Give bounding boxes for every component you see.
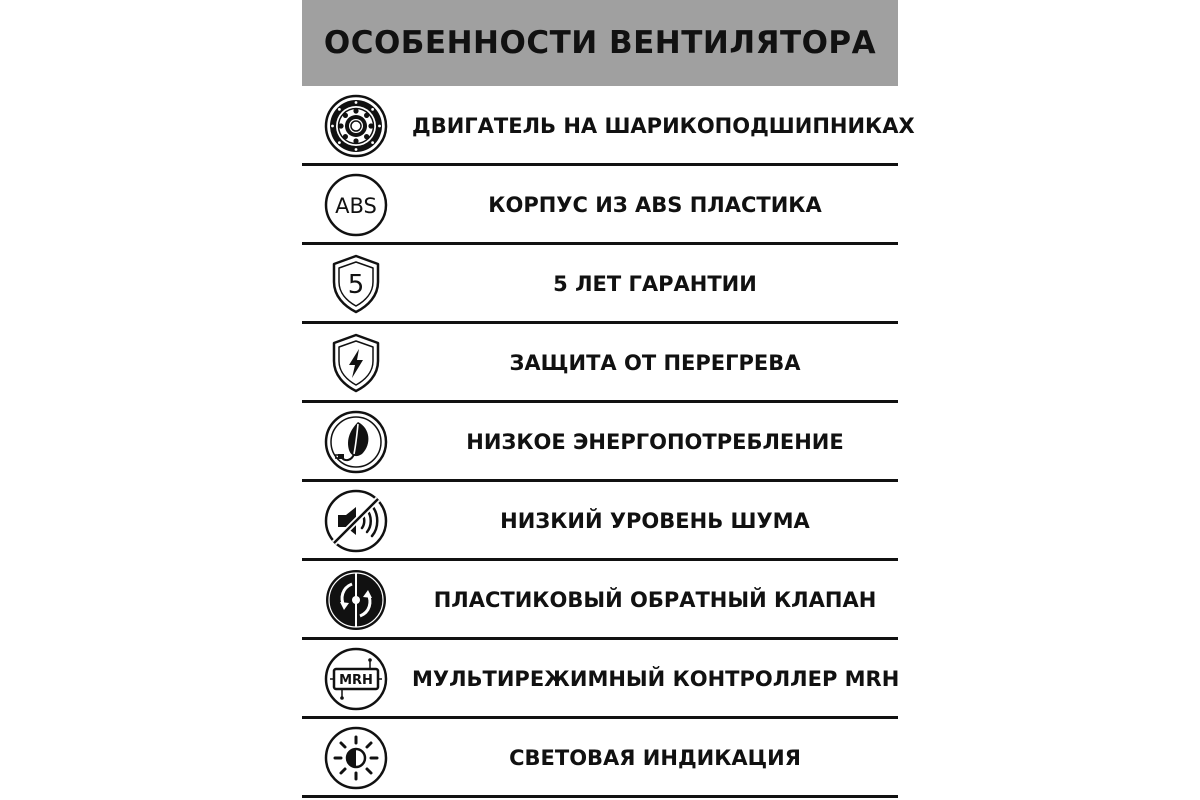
- feature-row: [302, 324, 898, 401]
- ball-bearing-icon: [324, 94, 388, 158]
- leaf-plug-icon: [324, 410, 388, 474]
- feature-label: НИЗКИЙ УРОВЕНЬ ШУМА: [500, 508, 810, 533]
- header-bar: [302, 0, 898, 86]
- feature-label: ПЛАСТИКОВЫЙ ОБРАТНЫЙ КЛАПАН: [433, 587, 877, 612]
- feature-row: [302, 166, 898, 243]
- feature-row: [302, 403, 898, 480]
- feature-row: [302, 482, 898, 559]
- feature-label: КОРПУС ИЗ ABS ПЛАСТИКА: [488, 192, 822, 217]
- feature-row: [302, 719, 898, 796]
- page-title: ОСОБЕННОСТИ ВЕНТИЛЯТОРА: [323, 25, 877, 61]
- check-valve-icon: [324, 568, 388, 632]
- light-indicator-icon: [324, 726, 388, 790]
- feature-label: 5 ЛЕТ ГАРАНТИИ: [553, 271, 757, 296]
- feature-label: НИЗКОЕ ЭНЕРГОПОТРЕБЛЕНИЕ: [466, 429, 844, 454]
- feature-row: [302, 640, 898, 717]
- feature-label: ДВИГАТЕЛЬ НА ШАРИКОПОДШИПНИКАХ: [412, 113, 915, 138]
- feature-row: [302, 87, 915, 164]
- mrh-chip-icon: [324, 647, 388, 711]
- shield-bolt-icon: [324, 331, 388, 395]
- muted-speaker-icon: [324, 489, 388, 553]
- svg-text:MRH: MRH: [339, 672, 373, 688]
- shield-5-icon: [324, 252, 388, 316]
- feature-label: ЗАЩИТА ОТ ПЕРЕГРЕВА: [509, 350, 801, 375]
- feature-row: [302, 245, 898, 322]
- feature-label: МУЛЬТИРЕЖИМНЫЙ КОНТРОЛЛЕР MRH: [412, 666, 900, 691]
- svg-text:ABS: ABS: [335, 193, 377, 218]
- feature-label: СВЕТОВАЯ ИНДИКАЦИЯ: [509, 745, 801, 770]
- abs-icon: [324, 173, 388, 237]
- feature-row: [302, 561, 898, 638]
- features-sheet: [302, 0, 915, 800]
- svg-text:5: 5: [347, 269, 365, 300]
- divider: [302, 795, 898, 798]
